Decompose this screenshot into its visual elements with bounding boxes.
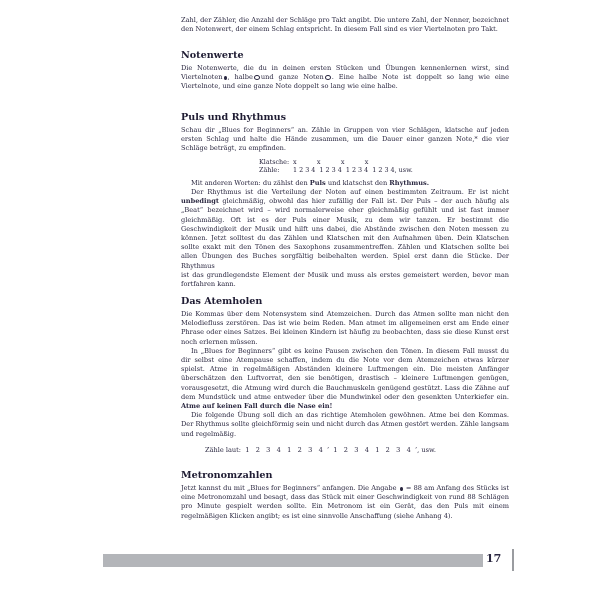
atem-paragraph-2 bbox=[181, 347, 509, 411]
heading-notenwerte: Notenwerte bbox=[181, 50, 244, 61]
count-values: 1 2 3 4 1 2 3 4 1 2 3 4 1 2 3 4, usw. bbox=[293, 166, 413, 175]
puls-p2-bold-rhythmus: Rhythmus. bbox=[389, 178, 430, 187]
puls-paragraph-1: Schau dir „Blues for Beginners“ an. Zähle in Gruppen von vier Schlägen, klatsche auf jeden ersten Schlag und halte die Hände zusammen, um die Dauer einer ganzen Note,* die vier Schläge beträgt, zu empfinden. bbox=[181, 126, 509, 153]
puls-paragraph-2 bbox=[181, 179, 509, 188]
half-note-icon bbox=[254, 75, 260, 80]
count-line bbox=[259, 166, 509, 175]
puls-p3-bold-unbedingt: unbedingt bbox=[181, 197, 219, 206]
puls-p3-text-c: gleichmäßig, obwohl das hier zufällig der Fall ist. Der Puls – der auch häufig als „Beat“ bezeichnet wird – wird normalerweise eher gleichmäßig gefühlt und ist fast immer gleichmäßig. Oft ist es der Puls einer Musik, zu dem wir tanzen. Er bestimmt die Geschwindigkeit der Musik und hilft uns dabei, die Abstände zwischen den Noten messen zu können. Jetzt solltest du das Zählen und Klatschen mit den Aufnahmen üben. Dein Klatschen sollte exakt mit den Tönen des Saxophons zusammentreffen. Zählen und Klatschen sollte bei allen Übungen des Buches sorgfältig beibehalten werden. Spiel erst dann die Stücke. Der Rhythmus bbox=[181, 197, 509, 270]
atem-paragraph-1: Die Kommas über dem Notensystem sind Atemzeichen. Durch das Atmen sollte man nicht den Melodiefluss zerstören. Das ist wie beim Reden. Man atmet im allgemeinen erst am Ende einer Phrase oder eines Satzes. Bei kleinen Kindern ist häufig zu beobachten, dass sie diese Kunst erst noch erlernen müssen. bbox=[181, 310, 509, 346]
metronom-text-a: Jetzt kannst du mit „Blues for Beginners“ anfangen. Die Angabe bbox=[181, 484, 397, 492]
heading-puls-rhythmus: Puls und Rhythmus bbox=[181, 112, 287, 123]
notenwerte-text-3: und ganze Noten bbox=[260, 73, 324, 82]
puls-paragraph-3 bbox=[181, 188, 509, 271]
intro-section bbox=[181, 16, 509, 34]
page-number: 17 bbox=[486, 552, 502, 565]
quarter-note-icon bbox=[224, 76, 227, 80]
notenwerte-paragraph bbox=[181, 64, 509, 92]
atem-p2-bold: Atme auf keinen Fall durch die Nase ein! bbox=[181, 402, 333, 411]
notenwerte-section bbox=[181, 50, 509, 92]
puls-p3-text-a: Der Rhythmus ist die Verteilung der Noten auf einen bestimmten Zeitraum. Er ist nicht bbox=[191, 188, 509, 196]
clap-line bbox=[259, 158, 509, 167]
count-label: Zähle: bbox=[259, 166, 280, 175]
puls-section bbox=[181, 112, 509, 289]
metronom-paragraph bbox=[181, 484, 509, 521]
footer-rule bbox=[512, 549, 514, 571]
notenwerte-text-1: Die Notenwerte, die du in deinen ersten Stücken und Übungen kennenlernen wirst, sind Viertelnoten bbox=[181, 64, 509, 82]
puls-paragraph-4: ist das grundlegendste Element der Musik und muss als erstes gemeistert werden, bevor man fortfahren kann. bbox=[181, 270, 509, 289]
quarter-note-icon bbox=[400, 487, 403, 491]
notenwerte-text-4: . Eine halbe Note ist doppelt so lang wie eine Viertelnote, und eine ganze Note doppelt so lang wie eine halbe. bbox=[181, 73, 509, 91]
heading-metronomzahlen: Metronomzahlen bbox=[181, 470, 273, 481]
intro-paragraph: Zahl, der Zähler, die Anzahl der Schläge pro Takt angibt. Die untere Zahl, der Nenner, bezeichnet den Notenwert, der einem Schlag entspricht. In diesem Fall sind es vier Viertelnoten pro Takt. bbox=[181, 16, 509, 34]
atem-paragraph-3: Die folgende Übung soll dich an das richtige Atemholen gewöhnen. Atme bei den Kommas. Der Rhythmus sollte gleichförmig sein und nicht durch das Atmen gestört werden. Zähle langsam und regelmäßig. bbox=[181, 411, 509, 438]
whole-note-icon bbox=[325, 75, 331, 80]
metronom-text-b: = 88 am Anfang des Stücks ist eine Metronomzahl und besagt, dass das Stück mit einer Geschwindigkeit von rund 88 Schlägen pro Minute gespielt werden sollte. Ein Metronom ist ein Gerät, das den Puls mit einem regelmäßigen Klicken angibt; es ist eine sinnvolle Anschaffung (siehe Anhang 4). bbox=[181, 484, 509, 520]
atem-section bbox=[181, 296, 509, 455]
footer-bar bbox=[103, 554, 483, 567]
metronom-section bbox=[181, 470, 509, 521]
clap-marks: x x x x bbox=[293, 157, 369, 166]
clap-count-example bbox=[259, 158, 509, 175]
puls-p2-bold-puls: Puls bbox=[309, 178, 326, 187]
notenwerte-text-2: , halbe bbox=[227, 73, 253, 82]
heading-atemholen: Das Atemholen bbox=[181, 296, 263, 307]
puls-p2-text-c: und klatschst den bbox=[325, 178, 390, 187]
atem-p2-text: In „Blues for Beginners“ gibt es keine Pausen zwischen den Tönen. In diesem Fall musst du dir selbst eine Atempause schaffen, indem du die Note vor dem Atemzeichen etwas kürzer spielst. Atme in regelmäßigen Abständen kleinere Luftmengen ein. Die meisten Anfänger überschätzen den Luftvorrat, den sie benötigen, drastisch – kleinere Luftmengen genügen, vorausgesetzt, die Atmung wird durch die Bauchmuskeln genügend gestützt. Lass die Zähne auf dem Mundstück und atme entweder über die Mundwinkel oder den gesenkten Unterkiefer ein. bbox=[181, 346, 509, 401]
clap-label: Klatsche: bbox=[259, 157, 290, 166]
atem-count-line: Zähle laut: 1 2 3 4 1 2 3 4 ’ 1 2 3 4 1 2 3 4 ’, usw. bbox=[205, 445, 436, 454]
puls-p2-text-a: Mit anderen Worten: du zählst den bbox=[191, 178, 310, 187]
